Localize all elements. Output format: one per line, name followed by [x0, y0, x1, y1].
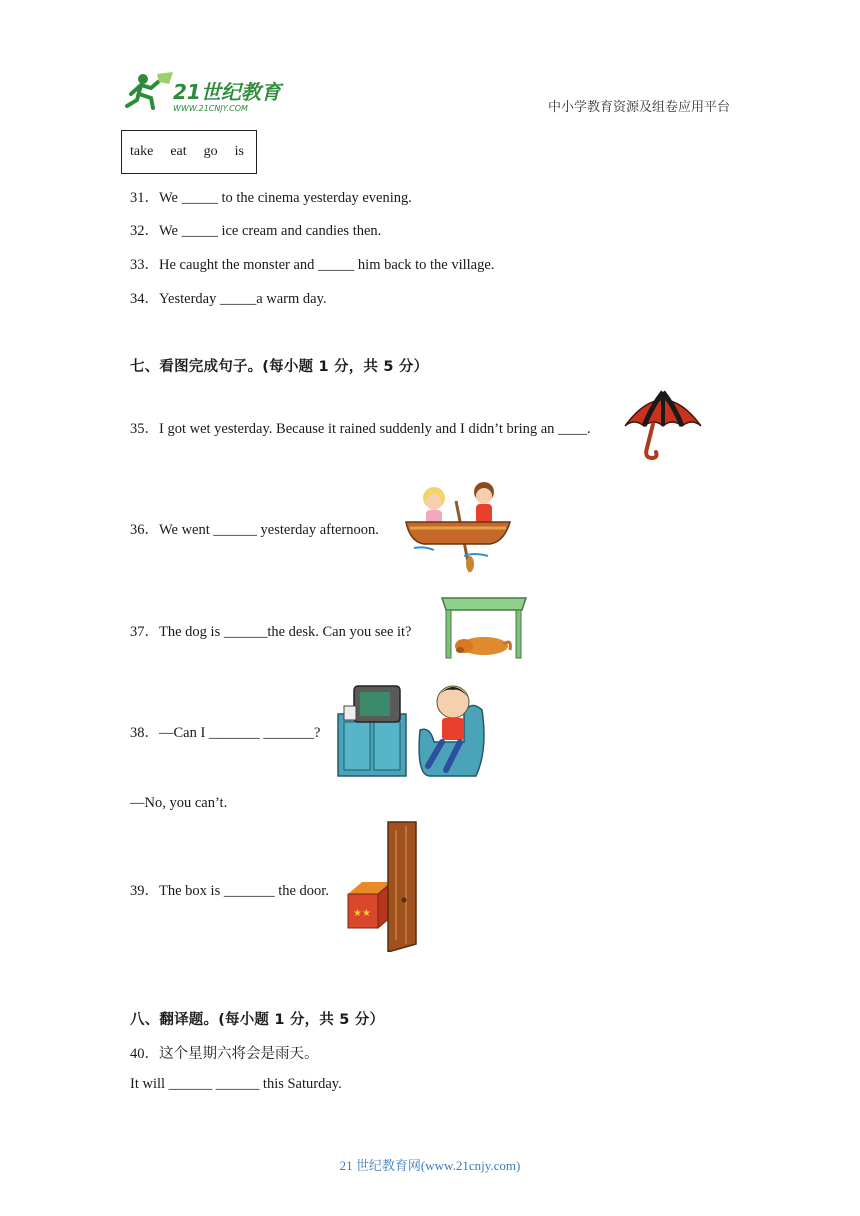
question-number: 32．	[130, 223, 159, 239]
question-number: 39．	[130, 883, 159, 899]
question-number: 34．	[130, 291, 159, 307]
question-text: We _____ to the cinema yesterday evening.	[159, 190, 412, 206]
question-38-reply: —No, you can’t.	[130, 795, 228, 811]
question-32	[130, 219, 381, 240]
svg-text:★★: ★★	[353, 908, 371, 919]
question-text: He caught the monster and _____ him back to the village.	[159, 257, 495, 273]
section-eight-title: 八、翻译题。(每小题 1 分，共 5 分）	[130, 1012, 385, 1028]
question-prompt: 这个星期六将会是雨天。	[159, 1046, 319, 1062]
site-tagline: 中小学教育资源及组卷应用平台	[548, 99, 731, 114]
question-text: The dog is ______the desk. Can you see it?	[159, 624, 412, 640]
dog-under-desk-image	[440, 594, 528, 660]
box-behind-door-image	[344, 820, 420, 952]
question-40-answer-line: It will ______ ______ this Saturday.	[130, 1076, 342, 1092]
boy-watching-tv-image	[336, 680, 488, 780]
question-39	[130, 879, 329, 900]
word-bank-item: eat	[170, 144, 187, 159]
word-bank-item: is	[234, 144, 244, 159]
question-number: 35．	[130, 421, 159, 437]
question-text: Yesterday _____a warm day.	[159, 291, 327, 307]
runner-logo-icon	[123, 70, 288, 114]
question-number: 31．	[130, 190, 159, 206]
site-logo	[123, 70, 288, 114]
question-34	[130, 287, 327, 308]
logo-subtext: WWW.21CNJY.COM	[173, 104, 248, 113]
umbrella-image	[622, 386, 704, 464]
question-text: —Can I _______ _______?	[159, 725, 321, 741]
rowing-boat-image	[404, 476, 512, 574]
question-number: 36．	[130, 522, 159, 538]
section-seven-title: 七、看图完成句子。(每小题 1 分，共 5 分）	[130, 359, 429, 375]
word-bank-item: take	[130, 144, 154, 159]
question-number: 38．	[130, 725, 159, 741]
question-31	[130, 186, 412, 207]
question-37	[130, 620, 412, 641]
question-38	[130, 721, 321, 742]
question-number: 37．	[130, 624, 159, 640]
question-text: We _____ ice cream and candies then.	[159, 223, 382, 239]
footer-source: 21 世纪教育网(www.21cnjy.com)	[339, 1158, 521, 1173]
logo-text: 21世纪教育	[173, 80, 281, 104]
word-bank-item: go	[203, 144, 218, 159]
question-number: 33．	[130, 257, 159, 273]
question-text: We went ______ yesterday afternoon.	[159, 522, 379, 538]
question-text: I got wet yesterday. Because it rained suddenly and I didn’t bring an ____.	[159, 421, 591, 437]
question-40	[130, 1042, 319, 1063]
question-35	[130, 417, 591, 438]
question-33	[130, 253, 494, 274]
question-number: 40．	[130, 1046, 159, 1062]
word-bank-box	[121, 130, 257, 174]
question-text: The box is _______ the door.	[159, 883, 329, 899]
question-36	[130, 518, 379, 539]
